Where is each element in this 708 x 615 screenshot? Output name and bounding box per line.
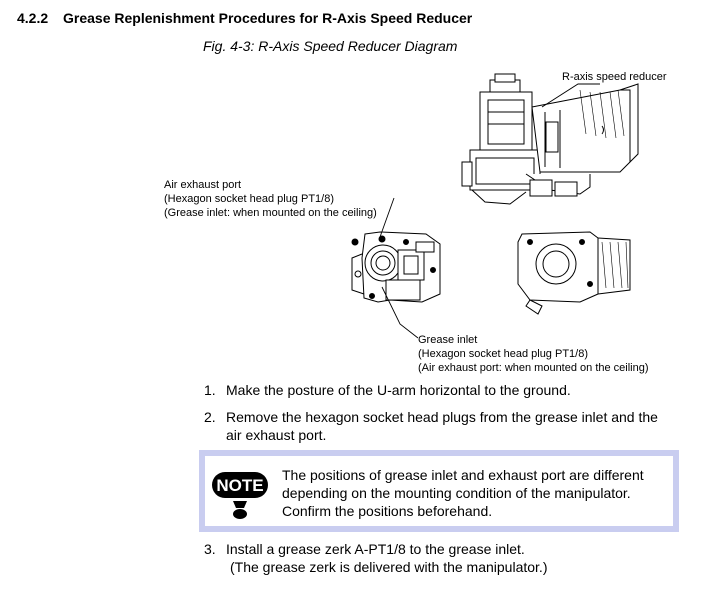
section-heading: [17, 10, 472, 26]
step-text: air exhaust port.: [226, 427, 327, 443]
side-view-drawing: [352, 232, 440, 302]
label-air-exhaust-line: (Hexagon socket head plug PT1/8): [164, 193, 334, 205]
note-text: [282, 466, 644, 520]
step-number: 2.: [204, 409, 216, 425]
rear-view-drawing: [518, 232, 630, 314]
step-text: Remove the hexagon socket head plugs from the grease inlet and the: [226, 409, 658, 425]
label-grease-inlet-line: (Hexagon socket head plug PT1/8): [418, 348, 588, 360]
note-line: depending on the mounting condition of the manipulator.: [282, 485, 631, 501]
label-grease-inlet: [418, 333, 649, 375]
note-icon-label: NOTE: [216, 476, 264, 495]
label-air-exhaust-line: Air exhaust port: [164, 179, 242, 191]
step-text: Install a grease zerk A-PT1/8 to the grease inlet.: [226, 541, 525, 557]
step-text: Make the posture of the U-arm horizontal to the ground.: [226, 382, 571, 398]
step-number: 3.: [204, 541, 216, 557]
step-item: [204, 381, 571, 399]
label-air-exhaust-line: (Grease inlet: when mounted on the ceiling): [164, 207, 377, 219]
top-assembly-drawing: [462, 74, 638, 204]
step-text: (The grease zerk is delivered with the manipulator.): [230, 559, 548, 575]
step-item: [204, 408, 658, 444]
note-icon: [211, 469, 269, 521]
note-line: Confirm the positions beforehand.: [282, 503, 493, 519]
section-number: 4.2.2: [17, 10, 49, 26]
figure-caption: Fig. 4-3: R-Axis Speed Reducer Diagram: [203, 38, 458, 54]
step-number: 1.: [204, 382, 216, 398]
section-title: Grease Replenishment Procedures for R-Axis Speed Reducer: [63, 10, 473, 26]
label-grease-inlet-line: Grease inlet: [418, 334, 478, 346]
label-air-exhaust-port: [164, 178, 377, 220]
note-box: [199, 450, 679, 532]
note-line: The positions of grease inlet and exhaust port are different: [282, 467, 644, 483]
label-grease-inlet-line: (Air exhaust port: when mounted on the ceiling): [418, 362, 649, 374]
step-item: [204, 540, 547, 576]
label-speed-reducer: R-axis speed reducer: [562, 71, 667, 83]
